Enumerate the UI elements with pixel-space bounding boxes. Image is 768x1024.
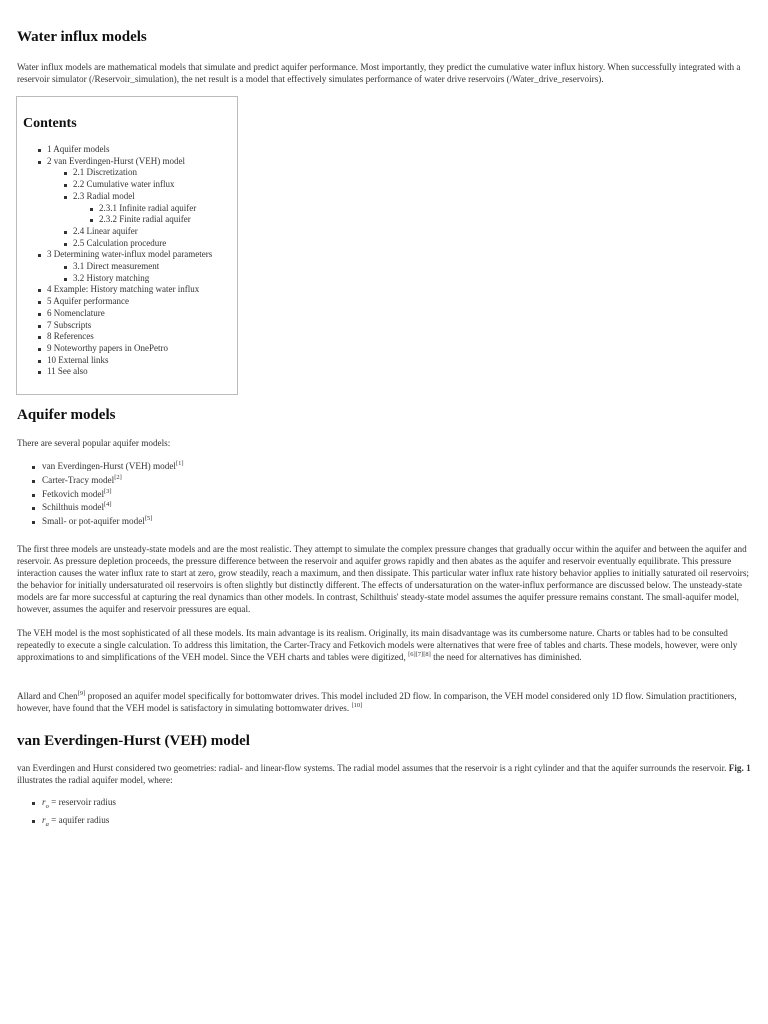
aquifer-model-item: [17, 460, 184, 474]
toc-item[interactable]: 2.3.2 Finite radial aquifer: [17, 214, 212, 226]
toc-item[interactable]: 2.3 Radial model: [17, 191, 212, 203]
aquifer-model-item: [17, 474, 184, 488]
toc-item[interactable]: 10 External links: [17, 355, 212, 367]
toc-item[interactable]: 3.1 Direct measurement: [17, 261, 212, 273]
aquifer-models-list: [17, 460, 184, 529]
veh-paragraph: [17, 762, 752, 786]
symbol: r: [42, 797, 46, 807]
aquifer-paragraph-3: [17, 690, 752, 714]
toc-item[interactable]: 2.1 Discretization: [17, 167, 212, 179]
paragraph-3-text-b: proposed an aquifer model specifically for bottomwater drives. This model included 2D flow. In comparison, the VEH model considered only 1D flow. Simulation practitioners, however, have found that the VEH model is satisfactory in simulating bottomwater drives.: [17, 691, 737, 713]
citation-6-7-8[interactable]: [6][7][8]: [408, 650, 431, 658]
section-heading-veh-model: van Everdingen-Hurst (VEH) model: [17, 733, 250, 749]
table-of-contents: [16, 96, 238, 395]
toc-item[interactable]: 9 Noteworthy papers in OnePetro: [17, 343, 212, 355]
aquifer-model-name: Schilthuis model: [42, 502, 105, 513]
toc-item[interactable]: 11 See also: [17, 366, 212, 378]
symbol-subscript: a: [45, 820, 49, 828]
toc-item[interactable]: 3 Determining water-influx model parameters: [17, 249, 212, 261]
toc-list: [17, 144, 212, 378]
veh-text-b: illustrates the radial aquifer model, where:: [17, 775, 173, 785]
citation-link[interactable]: [2]: [114, 473, 122, 481]
citation-10[interactable]: [10]: [351, 701, 363, 709]
toc-item[interactable]: 8 References: [17, 331, 212, 343]
toc-item[interactable]: 2.5 Calculation procedure: [17, 238, 212, 250]
definition-text: = aquifer radius: [48, 814, 110, 825]
aquifer-model-name: Carter-Tracy model: [42, 474, 115, 485]
aquifer-paragraph-1: The first three models are unsteady-state models and are the most realistic. They attempt to simulate the complex pressure changes that gradually occur within the aquifer and between the aquifer and reservoir. As pressure depletion proceeds, the pressure difference between the reservoir and aquifer grows rapidly and then abates as the aquifer and reservoir eventually equilibrate. This pressure interaction causes the water influx rate to start at zero, grow steadily, reach a maximum, and then dissipate. This particular water influx rate history behavior applies to initially saturated oil reservoirs; the behavior for initially undersaturated oil reservoirs is often slightly but distinctly different. The effects of undersaturation on the water-influx performance are discussed below. The unsteady-state models are far more successful at capturing the real dynamics than other models. In contrast, Schilthuis' steady-state model assumes the aquifer pressure remains constant. The small-aquifer model, however, assumes the aquifer and reservoir pressures are equal.: [17, 544, 749, 614]
aquifer-model-name: Small- or pot-aquifer model: [42, 516, 145, 527]
definition-text: = reservoir radius: [48, 797, 117, 807]
aquifer-model-item: [17, 501, 184, 515]
toc-item[interactable]: 2 van Everdingen-Hurst (VEH) model: [17, 156, 212, 168]
aquifer-model-name: van Everdingen-Hurst (VEH) model: [42, 461, 176, 471]
toc-item[interactable]: 1 Aquifer models: [17, 144, 212, 156]
toc-item[interactable]: 7 Subscripts: [17, 320, 212, 332]
toc-item[interactable]: 5 Aquifer performance: [17, 296, 212, 308]
paragraph-2-text-a: The VEH model is the most sophisticated of all these models. Its main advantage is its realism. Originally, its main disadvantage was its cumbersome nature. Charts or tables had to be consulted repeatedly to execute a single calculation. To address this limitation, the Carter-Tracy and Fetkovich models were alternatives that were free of tables and charts. These models, however, were only approximations to and simplifications of the VEH model. Since the VEH charts and tables were digitized,: [17, 628, 738, 662]
symbol-subscript: o: [45, 802, 49, 810]
citation-link[interactable]: [5]: [144, 515, 153, 523]
citation-link[interactable]: [1]: [175, 459, 184, 467]
toc-item[interactable]: 2.3.1 Infinite radial aquifer: [17, 203, 212, 215]
symbol: r: [42, 814, 46, 825]
toc-title: Contents: [23, 116, 77, 131]
toc-item[interactable]: 4 Example: History matching water influx: [17, 284, 212, 296]
toc-item[interactable]: 6 Nomenclature: [17, 308, 212, 320]
aquifer-lead: There are several popular aquifer models:: [17, 438, 171, 448]
citation-link[interactable]: [3]: [104, 487, 112, 495]
fig-1-link[interactable]: Fig. 1: [728, 763, 751, 773]
aquifer-model-name: Fetkovich model: [42, 488, 105, 499]
paragraph-3-text-a: Allard and Chen: [17, 691, 78, 701]
toc-item[interactable]: 2.2 Cumulative water influx: [17, 179, 212, 191]
veh-text-a: van Everdingen and Hurst considered two geometries: radial- and linear-flow systems. The radial model assumes that the reservoir is a right cylinder and that the aquifer surrounds the reservoir.: [17, 763, 727, 773]
citation-9[interactable]: [9]: [77, 689, 86, 697]
toc-item[interactable]: 2.4 Linear aquifer: [17, 226, 212, 238]
paragraph-2-text-b: the need for alternatives has diminished.: [433, 652, 582, 662]
definition-item: [17, 814, 116, 832]
section-heading-aquifer-models: Aquifer models: [17, 407, 116, 423]
aquifer-paragraph-2: [17, 627, 752, 663]
page-title: Water influx models: [17, 29, 147, 45]
definition-item: [17, 796, 116, 814]
aquifer-model-item: [17, 515, 184, 529]
veh-definitions-list: [17, 796, 116, 831]
citation-link[interactable]: [4]: [104, 501, 112, 509]
intro-paragraph: Water influx models are mathematical models that simulate and predict aquifer performance. Most importantly, they predict the cumulative water influx history. When successfully integrated with a reservoir simulator (/Reservoir_simulation), the net result is a model that effectively simulates performance of water drive reservoirs (/Water_drive_reservoirs).: [17, 62, 741, 84]
toc-item[interactable]: 3.2 History matching: [17, 273, 212, 285]
aquifer-model-item: [17, 488, 184, 502]
